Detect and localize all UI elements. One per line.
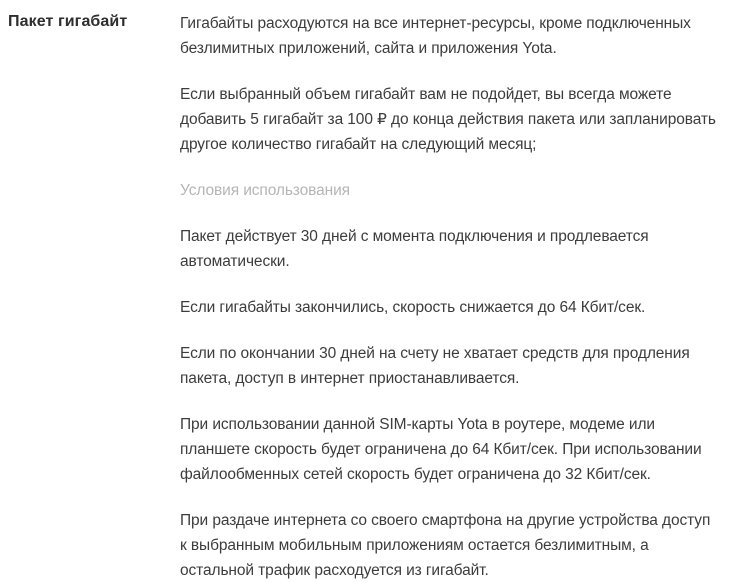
- terms-paragraph: При использовании данной SIM-карты Yota в роутере, модеме или планшете скорость будет ограничена до 64 Кбит/сек. При использовании файлообменных сетей скорость будет ограничена до 32 Кбит/сек.: [180, 416, 702, 483]
- section-title: Пакет гигабайт: [8, 13, 128, 30]
- terms-paragraph: Пакет действует 30 дней с момента подключения и продлевается автоматически.: [180, 228, 649, 270]
- terms-paragraph: Если по окончании 30 дней на счету не хватает средств для продления пакета, доступ в интернет приостанавливается.: [180, 345, 690, 387]
- terms-paragraph: При раздаче интернета со своего смартфона на другие устройства доступ к выбранным мобильным приложениям остается безлимитным, а остальной трафик расходуется из гигабайт.: [180, 512, 711, 579]
- terms-subheading: Условия использования: [180, 182, 350, 199]
- intro-paragraph: Если выбранный объем гигабайт вам не подойдет, вы всегда можете добавить 5 гигабайт за 100 ₽ до конца действия пакета или запланировать другое количество гигабайт на следующий месяц;: [180, 86, 716, 153]
- row-label-column: [0, 11, 180, 33]
- row-content-column: [180, 11, 720, 583]
- intro-paragraph: Гигабайты расходуются на все интернет-ресурсы, кроме подключенных безлимитных приложений, сайта и приложения Yota.: [180, 15, 691, 57]
- terms-paragraph: Если гигабайты закончились, скорость снижается до 64 Кбит/сек.: [180, 299, 646, 316]
